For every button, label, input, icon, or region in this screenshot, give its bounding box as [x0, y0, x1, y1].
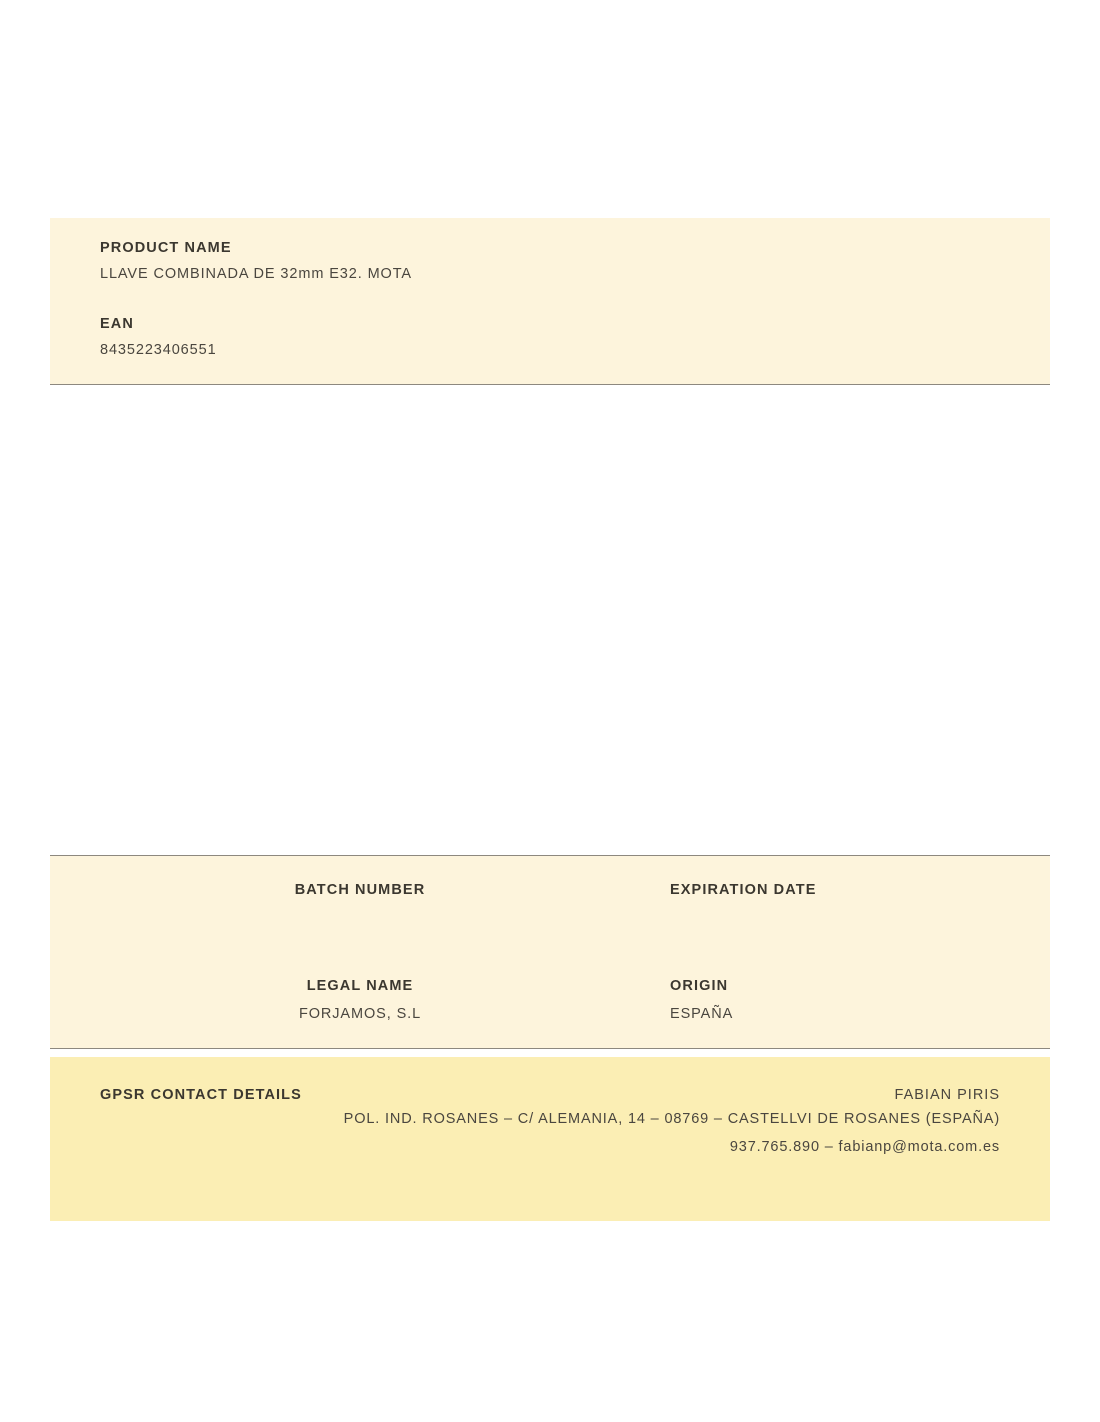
gpsr-phone-email: 937.765.890 – fabianp@mota.com.es [729, 1139, 1000, 1155]
origin-field [670, 978, 1050, 1022]
batch-legal-panel [50, 855, 1050, 1049]
product-name-value: LLAVE COMBINADA DE 32mm E32. MOTA [100, 266, 412, 282]
gpsr-detail-lines [100, 1111, 1000, 1155]
row-spacer [50, 926, 1050, 978]
gpsr-contact-name: FABIAN PIRIS [894, 1087, 1000, 1103]
origin-value: ESPAÑA [670, 1006, 734, 1022]
legal-name-label: LEGAL NAME [306, 978, 414, 994]
gpsr-title: GPSR CONTACT DETAILS [100, 1087, 302, 1103]
batch-number-value [50, 910, 670, 926]
ean-value: 8435223406551 [100, 342, 217, 358]
origin-label: ORIGIN [670, 978, 729, 994]
ean-label: EAN [100, 316, 134, 332]
gpsr-header-row [100, 1087, 1000, 1103]
expiration-date-field [670, 882, 1050, 926]
legal-name-field [50, 978, 670, 1022]
field-spacer [100, 282, 1000, 316]
batch-number-label: BATCH NUMBER [294, 882, 426, 898]
batch-number-field [50, 882, 670, 926]
expiration-date-value [670, 910, 1050, 926]
ean-field [100, 316, 1000, 358]
product-name-label: PRODUCT NAME [100, 240, 232, 256]
legal-name-value: FORJAMOS, S.L [298, 1006, 422, 1022]
gpsr-address: POL. IND. ROSANES – C/ ALEMANIA, 14 – 08769 – CASTELLVI DE ROSANES (ESPAÑA) [343, 1111, 1000, 1127]
product-info-panel [50, 218, 1050, 385]
expiration-date-label: EXPIRATION DATE [670, 882, 817, 898]
batch-row [50, 882, 1050, 926]
legal-row [50, 978, 1050, 1022]
gpsr-contact-panel [50, 1057, 1050, 1221]
product-name-field [100, 240, 1000, 282]
